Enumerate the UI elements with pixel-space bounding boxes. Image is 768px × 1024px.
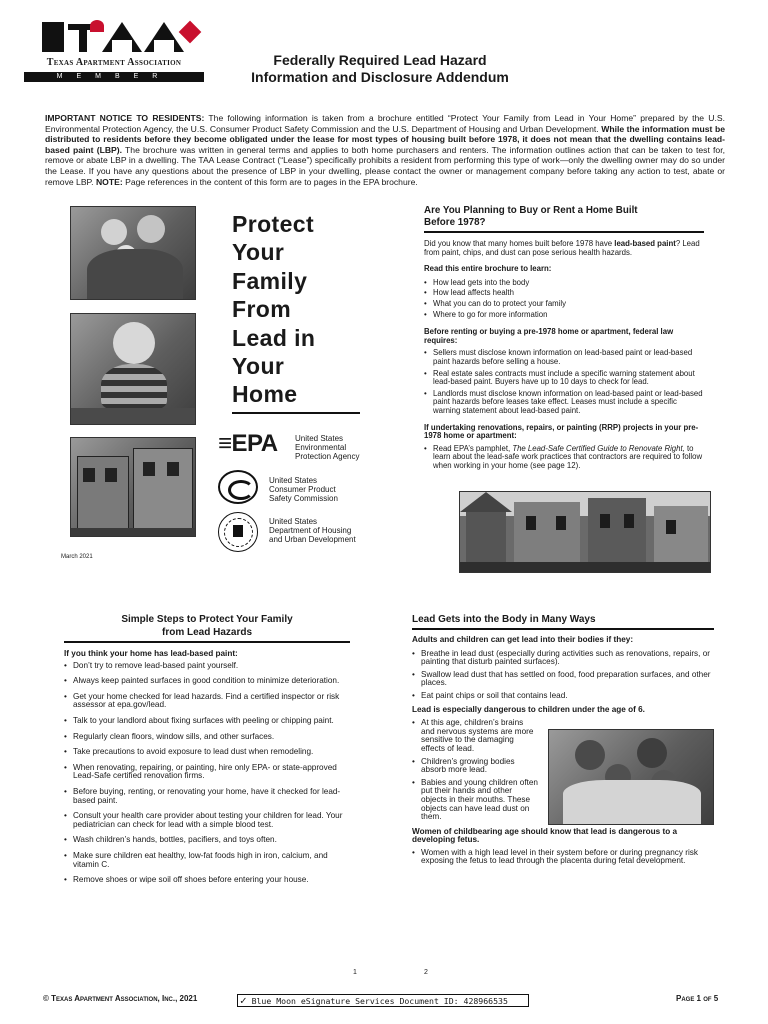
list-item: • Talk to your landlord about fixing surfaces with peeling or chipping paint.	[64, 717, 347, 726]
rrp-list	[424, 445, 704, 471]
family-photo	[70, 206, 196, 300]
planning-heading: Are You Planning to Buy or Rent a Home Built Before 1978?	[424, 205, 638, 228]
taa-logo	[20, 20, 208, 86]
cover-title-line: Protect	[232, 211, 315, 237]
list-item: • Get your home checked for lead hazards. Find a certified inspector or risk assessor at epa.gov/lead.	[64, 693, 347, 710]
planning-divider	[424, 231, 704, 233]
cover-title-divider	[232, 412, 360, 414]
list-item: • Don’t try to remove lead-based paint yourself.	[64, 662, 347, 671]
children-list	[412, 719, 538, 822]
list-item: • Where to go for more information	[424, 310, 704, 321]
list-item: • Swallow lead dust that has settled on food, food preparation surfaces, and other places.	[412, 671, 714, 688]
houses-photo	[70, 437, 196, 537]
list-item: • Remove shoes or wipe soil off shoes before entering your house.	[64, 876, 347, 885]
epa-name: United States Environmental Protection Agency	[295, 434, 360, 461]
list-item: • How lead affects health	[424, 288, 704, 299]
rrp-heading: If undertaking renovations, repairs, or painting (RRP) projects in your pre-1978 home or apartment:	[424, 422, 699, 441]
notice-text-3: Page references in the content of this form are to pages in the EPA brochure.	[122, 176, 418, 187]
list-item: • Children’s growing bodies absorb more lead.	[412, 758, 538, 775]
list-item: • What you can do to protect your family	[424, 299, 704, 310]
baby-photo	[70, 313, 196, 425]
cover-title-line: Lead in	[232, 324, 316, 351]
brochure-page-number: 2	[424, 969, 428, 976]
family-children-photo	[548, 729, 714, 825]
epa-logo: ≡EPA	[218, 430, 278, 457]
list-item: • Real estate sales contracts must include a specific warning statement about lead-based paint. Buyers have up to 10 days to check for lead.	[424, 370, 704, 387]
list-item: • Consult your health care provider about testing your children for lead. Your pediatrician can check for lead with a simple blood test.	[64, 812, 347, 829]
page-title-line2: Information and Disclosure Addendum	[251, 69, 509, 85]
simple-steps-list	[64, 662, 347, 885]
list-item: • Make sure children eat healthy, low-fat foods high in iron, calcium, and vitamin C.	[64, 852, 347, 869]
cover-date: March 2021	[61, 554, 93, 560]
list-item: • Always keep painted surfaces in good condition to minimize deterioration.	[64, 677, 347, 686]
notice-paragraph	[45, 113, 725, 187]
taa-logo-mark	[42, 20, 202, 54]
list-item: • Before buying, renting, or renovating your home, have it checked for lead-based paint.	[64, 788, 347, 805]
cover-title-line: Your	[232, 239, 285, 266]
hud-name: United States Department of Housing and Urban Development	[269, 517, 356, 544]
list-item: • Sellers must disclose known information on lead-based paint or lead-based paint hazards before selling a house.	[424, 349, 704, 366]
list-item: • Take precautions to avoid exposure to lead dust when remodeling.	[64, 748, 347, 757]
brochure-page-number: 1	[353, 969, 357, 976]
women-list	[412, 849, 714, 866]
cover-title-line: Family	[232, 267, 308, 294]
women-heading: Women of childbearing age should know that lead is dangerous to a developing fetus.	[412, 826, 678, 845]
list-item: • Breathe in lead dust (especially during activities such as renovations, repairs, or painting that disturb painted surfaces).	[412, 650, 714, 667]
read-list	[424, 278, 704, 320]
footer-copyright: © Texas Apartment Association, Inc., 2021	[43, 994, 198, 1003]
list-item: • Eat paint chips or soil that contains lead.	[412, 692, 714, 701]
notice-text-2: The brochure was written in general terms and applies to both home purchasers and renters. The information outlines action that can be taken to test for, remove or abate LBP in a dwelling. The TAA Lease Contract (“Lease”) specifically prohibits a resident from performing this type of work—only the dwelling owner may do so under the Lease. If you have any questions about the presence of LBP in your dwelling, please contact the owner or management company before taking any action to test, abate or remove LBP.	[45, 144, 725, 187]
notice-text-1: The following information is taken from a brochure entitled “Protect Your Family from Lead in Your Home” prepared by the U.S. Environmental Protection Agency, the U.S. Consumer Product Safety Commission and the U.S. Department of Housing and Urban Development.	[45, 113, 725, 134]
before-list	[424, 349, 704, 415]
cpsc-seal-icon	[218, 470, 258, 504]
taa-logo-name: Texas Apartment Association	[46, 57, 182, 68]
planning-body	[424, 240, 704, 470]
list-item: • Babies and young children often put their hands and other objects in their mouths. These objects can have lead dust on them.	[412, 779, 538, 822]
lead-body-list	[412, 650, 714, 701]
lead-body-sub: Adults and children can get lead into their bodies if they:	[412, 635, 634, 644]
list-item: • Landlords must disclose known information on lead-based paint or lead-based paint hazards before leases take effect. Leases must include a specific warning statement about lead-based paint.	[424, 390, 704, 416]
planning-intro: Did you know that many homes built before 1978 have lead-based paint? Lead from paint, chips, and dust can pose serious health hazards.	[424, 239, 700, 257]
page-title-line1: Federally Required Lead Hazard	[273, 52, 487, 68]
esign-stamp	[237, 994, 529, 1007]
list-item: • At this age, children’s brains and nervous systems are more sensitive to the damaging effects of lead.	[412, 719, 538, 753]
list-item: • How lead gets into the body	[424, 278, 704, 289]
cpsc-name: United States Consumer Product Safety Commission	[269, 476, 338, 503]
list-item: • Read EPA’s pamphlet, The Lead-Safe Certified Guide to Renovate Right, to learn about the lead-safe work practices that contractors are required to follow when working in your home (see page 12).	[424, 445, 704, 471]
list-item: • When renovating, repairing, or painting, hire only EPA- or state-approved Lead-Safe certified renovation firms.	[64, 764, 347, 781]
notice-label: IMPORTANT NOTICE TO RESIDENTS:	[45, 113, 205, 123]
simple-steps-body	[64, 650, 347, 885]
lead-body-heading: Lead Gets into the Body in Many Ways	[412, 614, 596, 625]
footer-page-number: Page 1 of 5	[676, 994, 719, 1003]
hud-seal-icon	[218, 512, 258, 552]
page-title	[215, 52, 545, 86]
before-heading: Before renting or buying a pre-1978 home or apartment, federal law requires:	[424, 327, 674, 345]
cover-title-line: Your	[232, 353, 285, 380]
cover-title-line: Home	[232, 381, 298, 408]
street-houses-photo	[459, 491, 711, 573]
children-heading: Lead is especially dangerous to children under the age of 6.	[412, 704, 645, 714]
list-item: • Women with a high lead level in their system before or during pregnancy risk exposing the fetus to lead through the placenta during fetal development.	[412, 849, 714, 866]
read-heading: Read this entire brochure to learn:	[424, 264, 552, 274]
simple-steps-heading: Simple Steps to Protect Your Family from Lead Hazards	[121, 614, 293, 638]
lead-body-divider	[412, 628, 714, 630]
cover-title	[232, 210, 402, 409]
checkmark-icon: ✓	[240, 994, 247, 1007]
notice-bold-statement: While the information must be distributed to residents before they become obligated under the lease for most types of housing built before 1978, it does not mean that the dwelling contains lead-based paint (LBP).	[45, 123, 725, 155]
taa-logo-member: MEMBER	[24, 72, 204, 82]
simple-steps-divider	[64, 641, 350, 643]
list-item: • Regularly clean floors, window sills, and other surfaces.	[64, 733, 347, 742]
cover-title-line: From	[232, 296, 292, 323]
notice-note-label: NOTE:	[95, 176, 123, 187]
esign-document-id: Blue Moon eSignature Services Document ID: 428966535	[251, 996, 508, 1006]
simple-steps-sub: If you think your home has lead-based paint:	[64, 649, 238, 658]
list-item: • Wash children’s hands, bottles, pacifiers, and toys often.	[64, 836, 347, 845]
